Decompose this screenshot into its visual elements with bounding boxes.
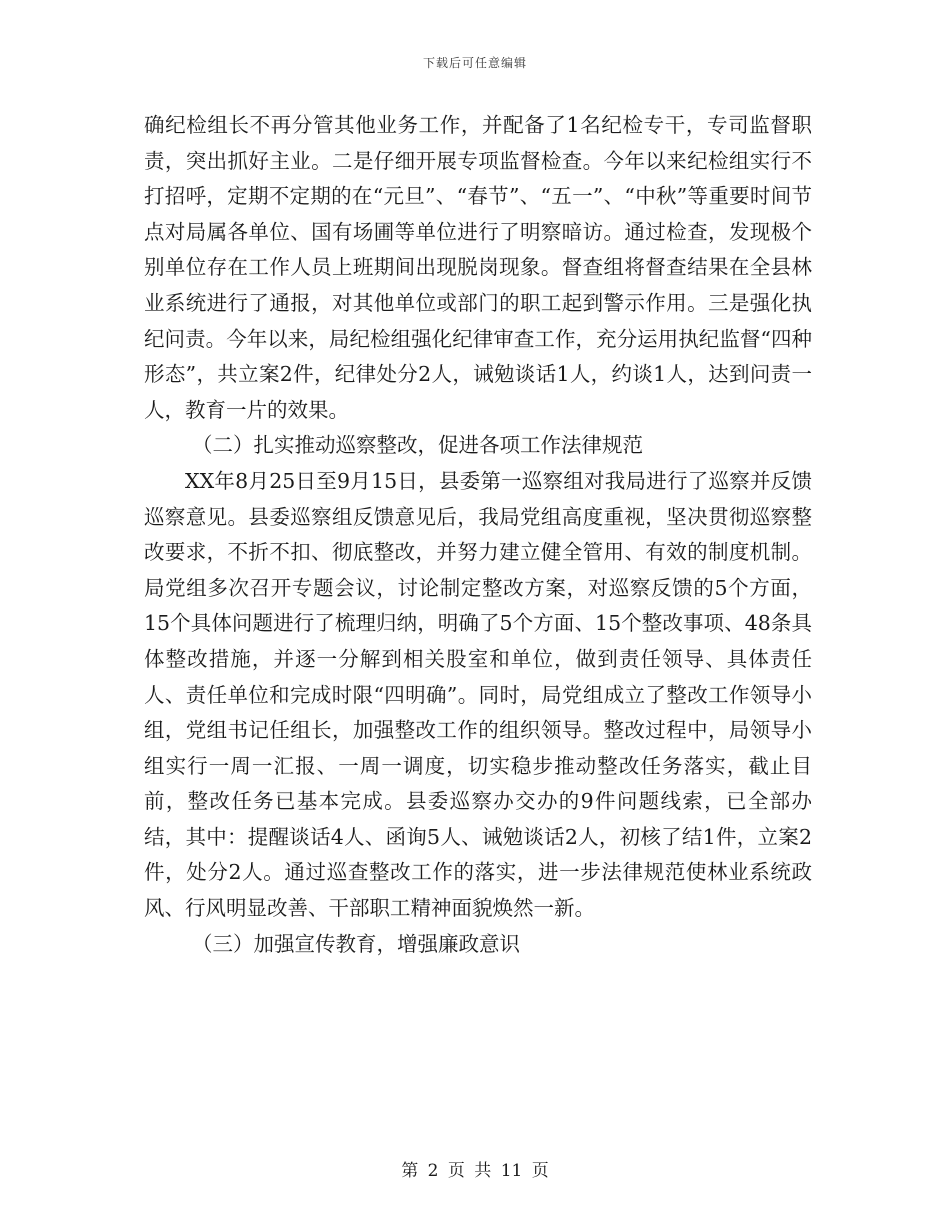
- document-body: [144, 108, 812, 962]
- paragraph-1: 确纪检组长不再分管其他业务工作，并配备了1名纪检专干，专司监督职责，突出抓好主业。二是仔细开展专项监督检查。今年以来纪检组实行不打招呼，定期不定期的在“元旦”、“春节”、“五一”、“中秋”等重要时间节点对局属各单位、国有场圃等单位进行了明察暗访。通过检查，发现极个别单位存在工作人员上班期间出现脱岗现象。督查组将督查结果在全县林业系统进行了通报，对其他单位或部门的职工起到警示作用。三是强化执纪问责。今年以来，局纪检组强化纪律审查工作，充分运用执纪监督“四种形态”，共立案2件，纪律处分2人，诫勉谈话1人，约谈1人，达到问责一人，教育一片的效果。: [144, 113, 812, 422]
- paragraph-2: XX年8月25日至9月15日，县委第一巡察组对我局进行了巡察并反馈巡察意见。县委巡察组反馈意见后，我局党组高度重视，坚决贯彻巡察整改要求，不折不扣、彻底整改，并努力建立健全管用、有效的制度机制。局党组多次召开专题会议，讨论制定整改方案，对巡察反馈的5个方面，15个具体问题进行了梳理归纳，明确了5个方面、15个整改事项、48条具体整改措施，并逐一分解到相关股室和单位，做到责任领导、具体责任人、责任单位和完成时限“四明确”。同时，局党组成立了整改工作领导小组，党组书记任组长，加强整改工作的组织领导。整改过程中，局领导小组实行一周一汇报、一周一调度，切实稳步推动整改任务落实，截止目前，整改任务已基本完成。县委巡察办交办的9件问题线索，已全部办结，其中：提醒谈话4人、函询5人、诫勉谈话2人，初核了结1件，立案2件，处分2人。通过巡查整改工作的落实，进一步法律规范使林业系统政风、行风明显改善、干部职工精神面貌焕然一新。: [144, 468, 812, 921]
- section-heading-2: （二）扎实推动巡察整改，促进各项工作法律规范: [192, 433, 643, 458]
- section-heading-3: （三）加强宣传教育，增强廉政意识: [192, 931, 520, 956]
- page-number: 第 2 页 共 11 页: [401, 1161, 549, 1181]
- page-header: 下载后可任意编辑: [422, 56, 527, 70]
